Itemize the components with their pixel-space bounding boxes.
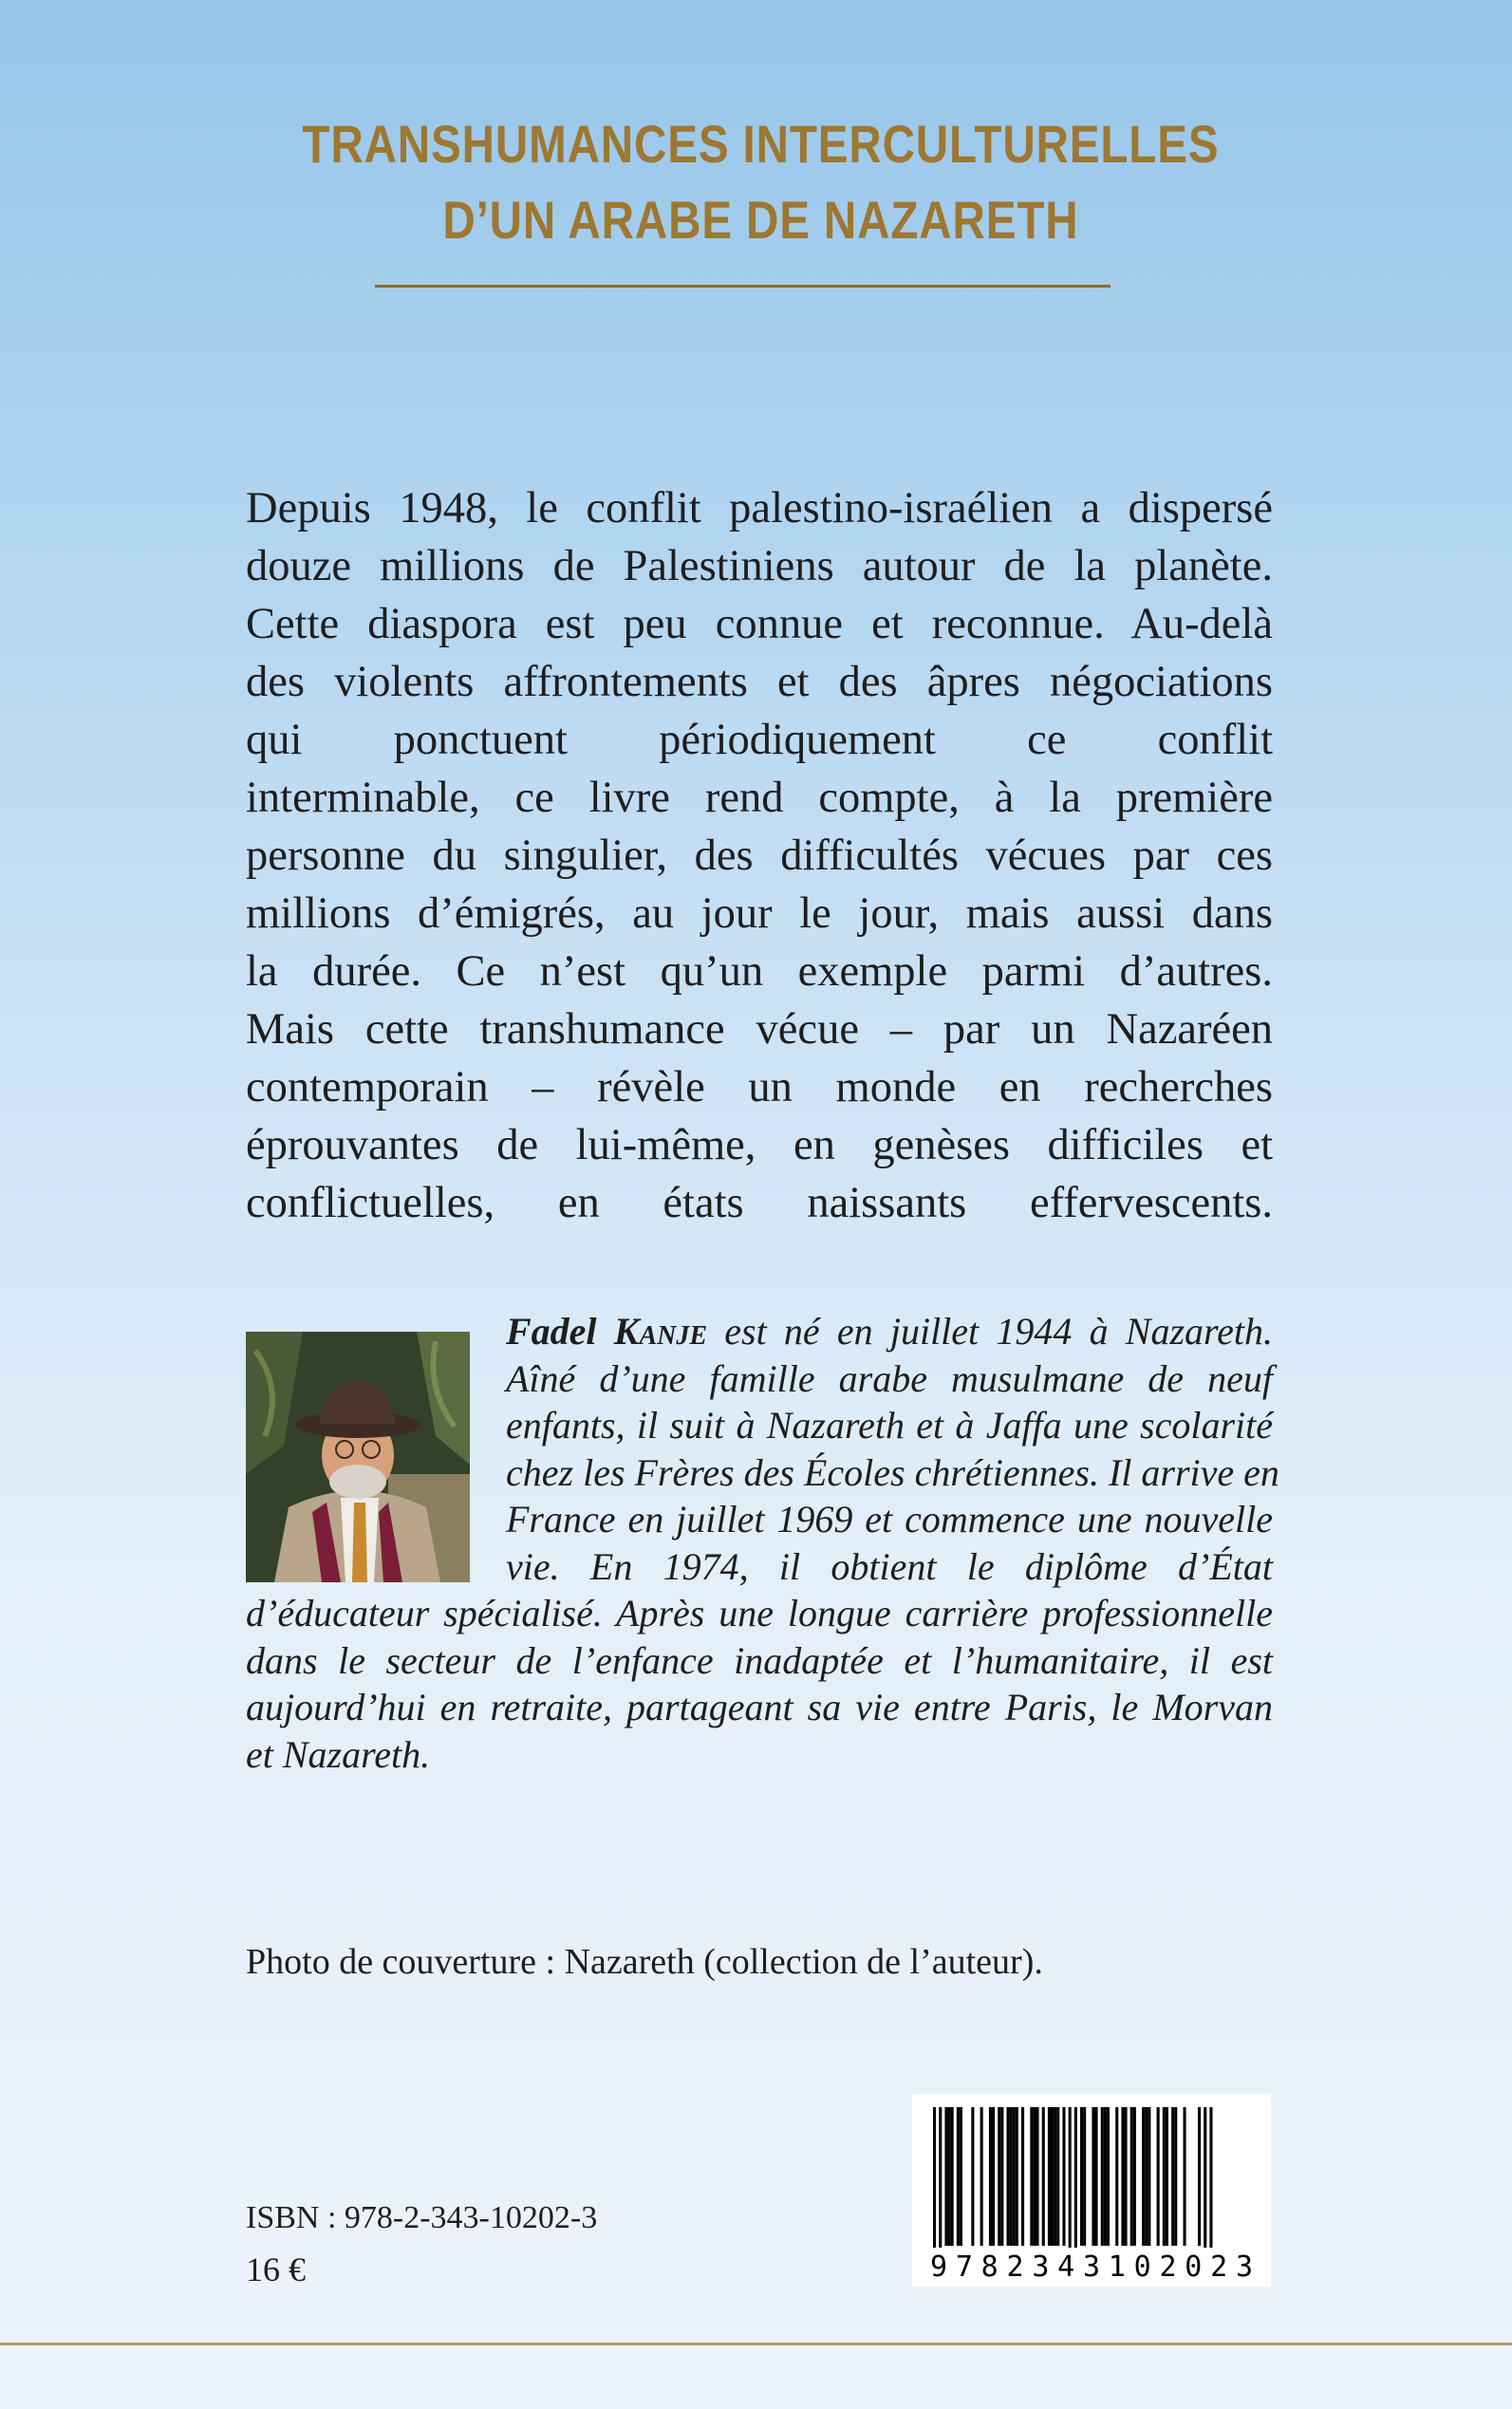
barcode-bar: [989, 2107, 992, 2246]
barcode-bar: [1198, 2107, 1201, 2246]
barcode-bar: [960, 2107, 962, 2246]
bio-line: enfants, il suit à Nazareth et à Jaffa une scolarité: [506, 1404, 1273, 1447]
bio-line: aujourd’hui en retraite, partageant sa vie entre Paris, le Morvan: [246, 1686, 1273, 1728]
barcode-bar: [1209, 2107, 1212, 2259]
barcode-bar: [1030, 2107, 1033, 2246]
barcode-bar: [1174, 2107, 1177, 2246]
barcode-bar: [1163, 2107, 1166, 2246]
photo-credit: Photo de couverture : Nazareth (collection de l’auteur).: [246, 1942, 1043, 1982]
barcode-bar: [1184, 2107, 1186, 2246]
barcode-bar: [1054, 2107, 1056, 2246]
barcode-bar: [1145, 2107, 1148, 2246]
blurb-line: interminable, ce livre rend compte, à la première: [246, 774, 1273, 822]
barcode-bar: [1051, 2107, 1054, 2246]
barcode-bar: [1095, 2107, 1098, 2246]
barcode-bar: [1056, 2107, 1059, 2246]
blurb-line: qui ponctuent périodiquement ce conflit: [246, 716, 1273, 764]
blurb-line: conflictuelles, en états naissants effervescents.: [246, 1179, 1273, 1227]
barcode-bar: [1115, 2107, 1118, 2246]
barcode-bar: [1016, 2107, 1018, 2246]
back-cover-blurb: [246, 479, 1273, 1232]
blurb-line: la durée. Ce n’est qu’un exemple parmi d’autres.: [246, 947, 1273, 996]
barcode-bar: [951, 2107, 954, 2246]
barcode-bar: [1042, 2107, 1045, 2246]
barcode-bar: [1007, 2107, 1010, 2246]
barcode-bar: [1104, 2107, 1107, 2246]
blurb-line: Depuis 1948, le conflit palestino-israélien a dispersé: [246, 484, 1273, 532]
bio-line: vie. En 1974, il obtient le diplôme d’État: [506, 1544, 1273, 1588]
barcode-bar: [1033, 2107, 1036, 2246]
bio-line-rest: est né en juillet 1944 à Nazareth.: [724, 1310, 1273, 1353]
barcode-bar: [948, 2107, 951, 2246]
barcode-bar: [1074, 2107, 1077, 2259]
blurb-line: Mais cette transhumance vécue – par un Nazaréen: [246, 1005, 1273, 1054]
bio-line: [246, 1308, 1273, 1355]
barcode-bar: [957, 2107, 960, 2246]
barcode-bar: [992, 2107, 995, 2246]
barcode-bar: [1133, 2107, 1136, 2246]
title-divider: [375, 285, 1111, 288]
author-bio: [246, 1308, 1279, 1778]
bio-line: France en juillet 1969 et commence une nouvelle: [506, 1498, 1273, 1541]
barcode-bar: [998, 2107, 1000, 2246]
barcode-bar: [1021, 2107, 1024, 2246]
blurb-line: personne du singulier, des difficultés vécues par ces: [246, 831, 1273, 880]
blurb-line: contemporain – révèle un monde en recherches: [246, 1063, 1273, 1111]
blurb-line: des violents affrontements et des âpres négociations: [246, 658, 1273, 706]
barcode-bar: [1204, 2107, 1206, 2259]
barcode-bar: [1125, 2107, 1128, 2246]
barcode-bar: [933, 2107, 936, 2259]
ean13-barcode-icon: [912, 2094, 1271, 2287]
barcode-bar: [1069, 2107, 1072, 2259]
barcode-bar: [1171, 2107, 1174, 2246]
bio-line: dans le secteur de l’enfance inadaptée et l’humanitaire, il est: [246, 1638, 1273, 1682]
author-last-name: Kanje: [613, 1310, 708, 1353]
bio-line: chez les Frères des Écoles chrétiennes. Il arrive en: [506, 1450, 1279, 1494]
blurb-line: Cette diaspora est peu connue et reconnue. Au-delà: [246, 600, 1273, 648]
barcode-bar: [944, 2107, 947, 2246]
book-title: [114, 106, 1408, 258]
barcode-bar: [1080, 2107, 1083, 2246]
barcode-bar: [1166, 2107, 1168, 2246]
barcode-bar: [1142, 2107, 1145, 2246]
barcode-bar: [1101, 2107, 1104, 2246]
barcode-bar: [1010, 2107, 1013, 2246]
title-line-1: TRANSHUMANCES INTERCULTURELLES: [302, 114, 1220, 174]
barcode-digits: 9782343102023: [930, 2250, 1253, 2284]
barcode-bar: [939, 2107, 942, 2259]
blurb-line: éprouvantes de lui-même, en genèses difficiles et: [246, 1121, 1273, 1169]
barcode-bar: [1048, 2107, 1051, 2246]
barcode-bar: [1083, 2107, 1086, 2246]
blurb-line: millions d’émigrés, au jour le jour, mais aussi dans: [246, 889, 1273, 938]
barcode-bar: [1107, 2107, 1110, 2246]
isbn-number: ISBN : 978-2-343-10202-3: [246, 2200, 598, 2235]
barcode-bar: [1148, 2107, 1150, 2246]
barcode-bar: [1157, 2107, 1160, 2246]
bio-line: et Nazareth.: [246, 1732, 431, 1776]
title-line-2: D’UN ARABE DE NAZARETH: [442, 190, 1079, 250]
bio-line: Aîné d’une famille arabe musulmane de neuf: [506, 1356, 1273, 1400]
barcode-bar: [1000, 2107, 1003, 2246]
author-first-name: Fadel: [506, 1310, 597, 1353]
bottom-divider: [0, 2343, 1512, 2345]
barcode-bar: [971, 2107, 974, 2246]
blurb-line: douze millions de Palestiniens autour de la planète.: [246, 542, 1273, 590]
price: 16 €: [246, 2250, 306, 2288]
barcode-bar: [1062, 2107, 1065, 2246]
bio-line: d’éducateur spécialisé. Après une longue carrière professionnelle: [246, 1592, 1273, 1634]
barcode-bar: [980, 2107, 983, 2246]
barcode-bar: [1013, 2107, 1016, 2246]
barcode-bar: [1130, 2107, 1133, 2246]
barcode-bar: [1121, 2107, 1124, 2246]
barcode-bar: [1092, 2107, 1094, 2246]
barcode-bar: [1036, 2107, 1039, 2246]
